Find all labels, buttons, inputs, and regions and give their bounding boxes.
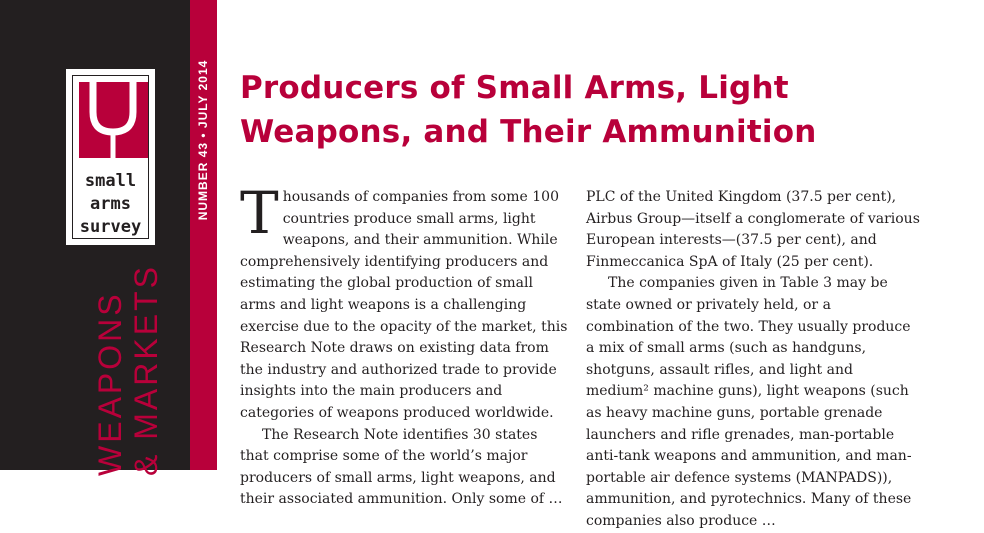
- article-column-left: [240, 179, 570, 511]
- article-title: Producers of Small Arms, Light Weapons, and Their Ammunition: [240, 70, 817, 150]
- small-arms-survey-logo: [66, 69, 155, 245]
- logo-word-survey: survey: [79, 217, 142, 237]
- paragraph-continued: PLC of the United Kingdom (37.5 per cent), Airbus Group—itself a conglomerate of various European interests—(37.5 per cent), and Finmeccanica SpA of Italy (25 per cent).: [586, 189, 920, 270]
- issue-label: NUMBER 43 • JULY 2014: [196, 59, 210, 221]
- article-column-right: [586, 187, 920, 533]
- section-label: [92, 264, 164, 476]
- logo-mark-icon: [79, 82, 148, 158]
- section-label-line2: & MARKETS: [128, 264, 164, 476]
- logo-word-small: small: [84, 171, 137, 191]
- dropcap: T: [240, 179, 279, 247]
- logo-wordmark: [73, 170, 148, 239]
- logo-frame: [72, 75, 149, 239]
- paragraph-second: The Research Note identifies 30 states that comprise some of the world’s major producers of small arms, light weapons, and their associated ammunition. Only some of …: [240, 426, 563, 508]
- logo-word-arms: arms: [90, 194, 131, 214]
- paragraph-intro: [240, 179, 570, 425]
- paragraph-intro-text: housands of companies from some 100 countries produce small arms, light weapons, and their ammunition. While comprehensively identifying producers and estimating the global production of small arms and light weapons is a challenging exercise due to the opacity of the market, this Research Note draws on existing data from the industry and authorized trade to provide insights into the main producers and categories of weapons produced worldwide.: [240, 189, 568, 421]
- paragraph-companies: The companies given in Table 3 may be state owned or privately held, or a combination of the two. They usually produce a mix of small arms (such as handguns, shotguns, assault rifles, and light and medium² machine guns), light weapons (such as heavy machine guns, portable grenade launchers and rifle grenades, man-portable anti-tank weapons and ammunition, and man-portable air defence systems (MANPADS)), ammunition, and pyrotechnics. Many of these companies also produce …: [586, 275, 912, 529]
- section-label-line1: WEAPONS: [92, 291, 128, 476]
